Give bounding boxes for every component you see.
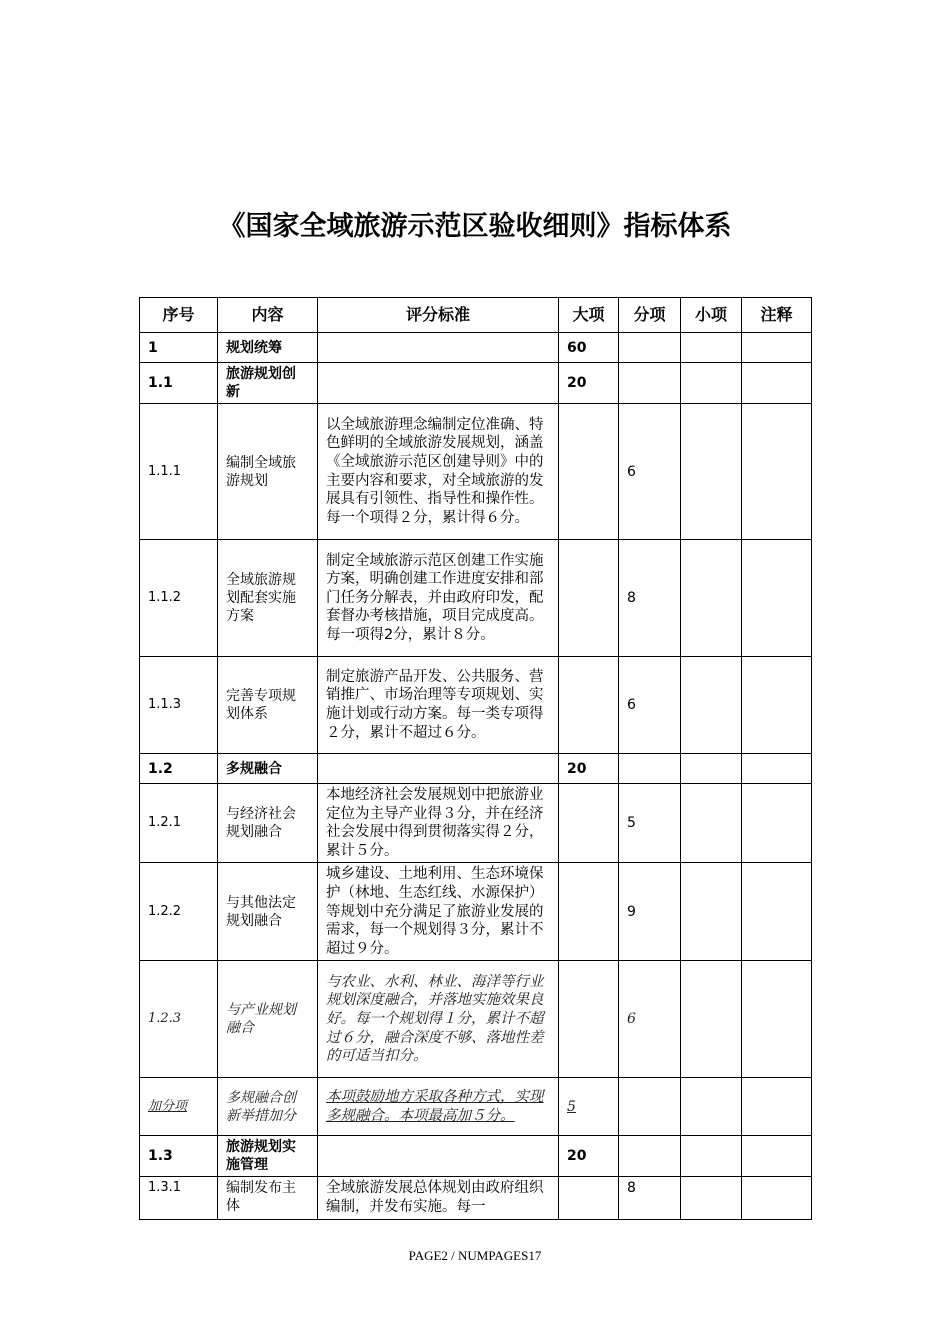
row-major — [559, 961, 619, 1078]
row-number: 1.2.3 — [140, 961, 218, 1078]
row-major — [559, 404, 619, 540]
row-minor — [681, 784, 742, 863]
row-minor — [681, 540, 742, 657]
row-major — [559, 863, 619, 961]
table-row — [140, 754, 812, 784]
table-row — [140, 540, 812, 657]
header-cell: 小项 — [681, 298, 742, 333]
row-standard: 制定旅游产品开发、公共服务、营销推广、市场治理等专项规划、实施计划或行动方案。每一类专项得２分，累计不超过６分。 — [318, 657, 559, 754]
row-content: 与经济社会规划融合 — [218, 784, 318, 863]
table-row — [140, 784, 812, 863]
row-sub: 5 — [619, 784, 681, 863]
row-note — [742, 333, 812, 363]
row-minor — [681, 333, 742, 363]
row-minor — [681, 657, 742, 754]
row-sub — [619, 1078, 681, 1136]
row-sub — [619, 754, 681, 784]
row-major — [559, 1177, 619, 1219]
header-cell: 内容 — [218, 298, 318, 333]
table-row — [140, 863, 812, 961]
row-number: 1.3.1 — [140, 1177, 218, 1219]
row-number: 1.3 — [140, 1136, 218, 1177]
page-footer: PAGE2 / NUMPAGES17 — [408, 1248, 542, 1263]
row-major: 20 — [559, 363, 619, 404]
row-content: 多规融合创新举措加分 — [218, 1078, 318, 1136]
table-header-row — [140, 298, 812, 333]
row-sub: 6 — [619, 657, 681, 754]
row-number: 1.2 — [140, 754, 218, 784]
row-note — [742, 1136, 812, 1177]
row-standard: 城乡建设、土地利用、生态环境保护（林地、生态红线、水源保护）等规划中充分满足了旅游业发展的需求，每一个规划得３分，累计不超过９分。 — [318, 863, 559, 961]
header-cell: 序号 — [140, 298, 218, 333]
header-cell: 注释 — [742, 298, 812, 333]
row-number: 1.2.2 — [140, 863, 218, 961]
row-standard: 本项鼓励地方采取各种方式，实现多规融合。本项最高加５分。 — [318, 1078, 559, 1136]
row-sub: 6 — [619, 961, 681, 1078]
row-content: 多规融合 — [218, 754, 318, 784]
row-major — [559, 540, 619, 657]
row-note — [742, 863, 812, 961]
row-standard — [318, 333, 559, 363]
row-major — [559, 657, 619, 754]
page-title: 《国家全域旅游示范区验收细则》指标体系 — [218, 211, 732, 242]
row-standard: 以全域旅游理念编制定位准确、特色鲜明的全域旅游发展规划，涵盖《全域旅游示范区创建导则》中的主要内容和要求，对全域旅游的发展具有引领性、指导性和操作性。每一个项得２分，累计得６分。 — [318, 404, 559, 540]
row-content: 编制全域旅游规划 — [218, 404, 318, 540]
row-minor — [681, 1177, 742, 1219]
row-sub: 8 — [619, 540, 681, 657]
row-number: 加分项 — [140, 1078, 218, 1136]
row-minor — [681, 754, 742, 784]
header-cell: 分项 — [619, 298, 681, 333]
row-sub — [619, 1136, 681, 1177]
table-row — [140, 1177, 812, 1219]
row-standard — [318, 754, 559, 784]
indicator-table — [139, 297, 812, 1220]
row-note — [742, 363, 812, 404]
table-row — [140, 657, 812, 754]
row-minor — [681, 863, 742, 961]
row-major: 20 — [559, 1136, 619, 1177]
row-sub — [619, 333, 681, 363]
row-major: 5 — [559, 1078, 619, 1136]
row-standard: 本地经济社会发展规划中把旅游业定位为主导产业得３分，并在经济社会发展中得到贯彻落实得２分，累计５分。 — [318, 784, 559, 863]
row-major: 20 — [559, 754, 619, 784]
row-sub: 8 — [619, 1177, 681, 1219]
row-content: 旅游规划实施管理 — [218, 1136, 318, 1177]
row-minor — [681, 1078, 742, 1136]
table-row — [140, 333, 812, 363]
row-content: 编制发布主体 — [218, 1177, 318, 1219]
table-row — [140, 1136, 812, 1177]
row-major: 60 — [559, 333, 619, 363]
row-sub: 6 — [619, 404, 681, 540]
row-note — [742, 961, 812, 1078]
row-content: 与其他法定规划融合 — [218, 863, 318, 961]
row-standard — [318, 363, 559, 404]
row-note — [742, 540, 812, 657]
row-note — [742, 1078, 812, 1136]
table-row — [140, 1078, 812, 1136]
row-minor — [681, 1136, 742, 1177]
row-major — [559, 784, 619, 863]
row-number: 1.2.1 — [140, 784, 218, 863]
row-sub: 9 — [619, 863, 681, 961]
row-content: 旅游规划创新 — [218, 363, 318, 404]
header-cell: 大项 — [559, 298, 619, 333]
row-note — [742, 754, 812, 784]
row-content: 全域旅游规划配套实施方案 — [218, 540, 318, 657]
row-standard: 全域旅游发展总体规划由政府组织编制，并发布实施。每一 — [318, 1177, 559, 1219]
row-number: 1.1.2 — [140, 540, 218, 657]
row-content: 规划统筹 — [218, 333, 318, 363]
row-content: 完善专项规划体系 — [218, 657, 318, 754]
row-standard: 制定全域旅游示范区创建工作实施方案，明确创建工作进度安排和部门任务分解表，并由政府印发，配套督办考核措施，项目完成度高。每一项得2分，累计８分。 — [318, 540, 559, 657]
table-row — [140, 961, 812, 1078]
row-number: 1.1 — [140, 363, 218, 404]
row-number: 1 — [140, 333, 218, 363]
row-note — [742, 784, 812, 863]
row-minor — [681, 363, 742, 404]
row-note — [742, 657, 812, 754]
row-standard: 与农业、水利、林业、海洋等行业规划深度融合，并落地实施效果良好。每一个规划得１分，累计不超过６分，融合深度不够、落地性差的可适当扣分。 — [318, 961, 559, 1078]
row-sub — [619, 363, 681, 404]
row-note — [742, 1177, 812, 1219]
row-number: 1.1.1 — [140, 404, 218, 540]
row-minor — [681, 404, 742, 540]
table-row — [140, 363, 812, 404]
row-content: 与产业规划融合 — [218, 961, 318, 1078]
row-number: 1.1.3 — [140, 657, 218, 754]
row-standard — [318, 1136, 559, 1177]
row-minor — [681, 961, 742, 1078]
row-note — [742, 404, 812, 540]
table-row — [140, 404, 812, 540]
header-cell: 评分标准 — [318, 298, 559, 333]
